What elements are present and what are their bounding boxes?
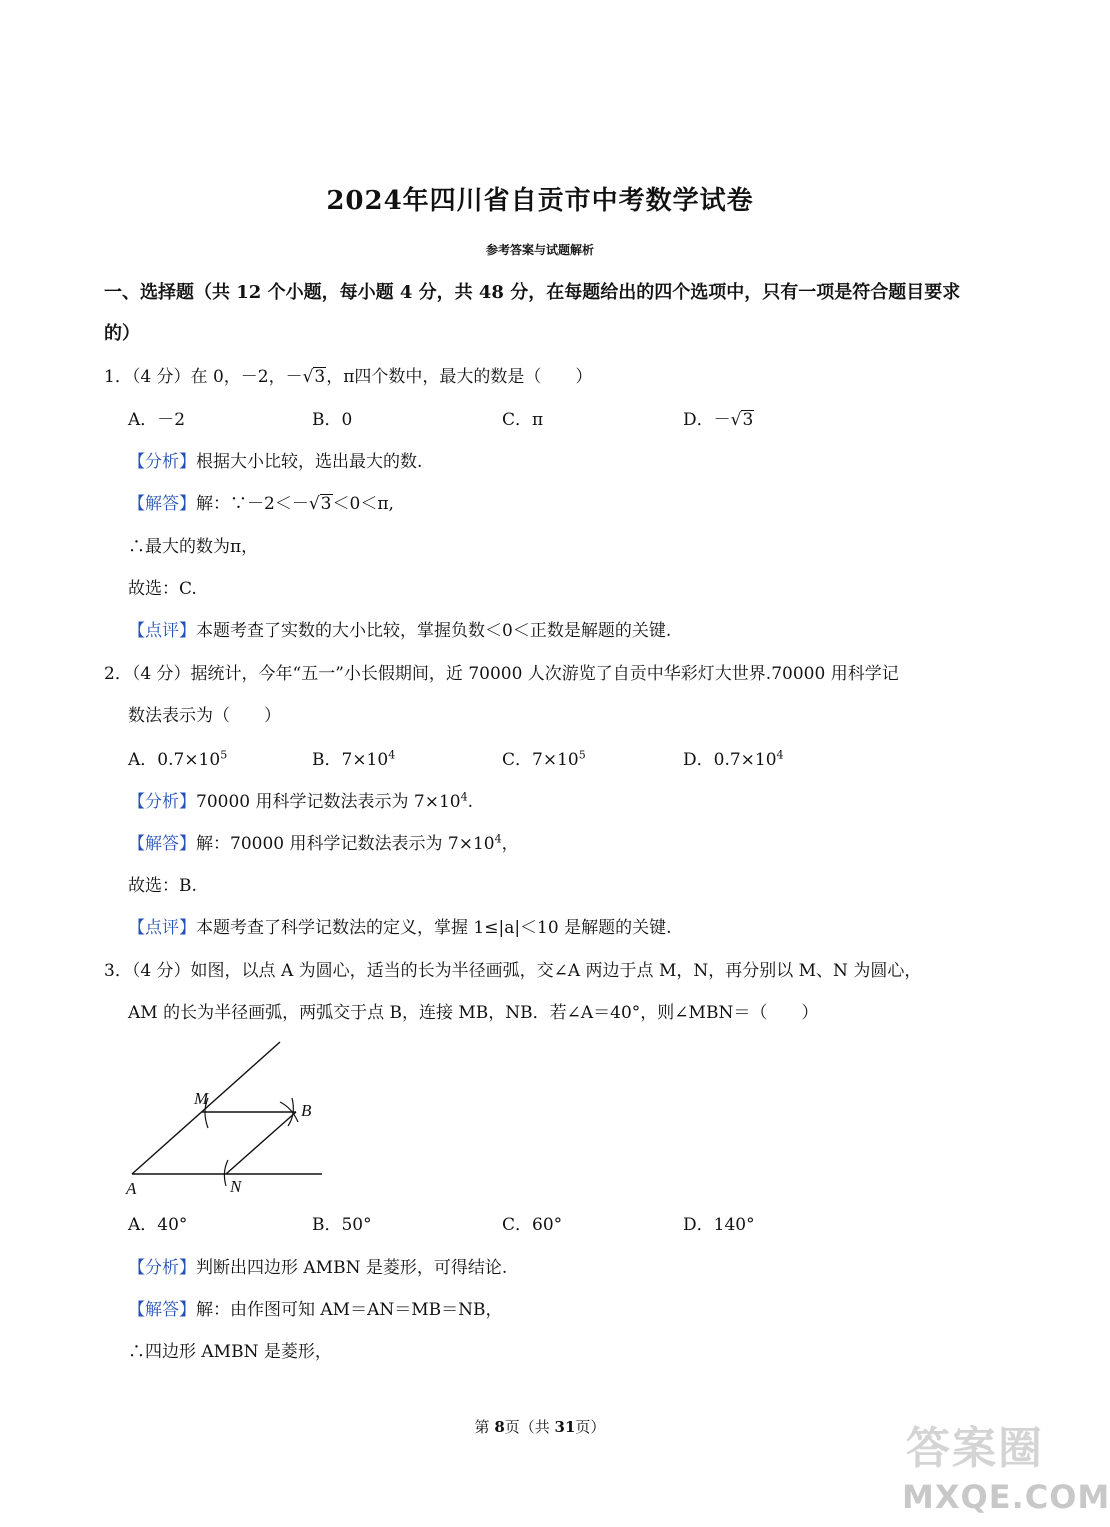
footer-total-pages: 31: [554, 1418, 576, 1436]
q2-option-b: [312, 748, 395, 772]
q1-stem-sqrt: 3: [314, 367, 326, 387]
footer-suffix: 页）: [575, 1418, 606, 1436]
section-heading: 一、选择题（共 12 个小题，每小题 4 分，共 48 分，在每题给出的四个选项中，只有一项是符合题目要求: [104, 282, 961, 303]
q2-analysis: [128, 790, 473, 814]
q1-stem: [104, 365, 592, 389]
q2-option-c: [502, 748, 586, 772]
q1-option-b: B．0: [312, 410, 353, 430]
q3-stem-line2: AM 的长为半径画弧，两弧交于点 B，连接 MB，NB．若∠A＝40°，则∠MBN＝（ ）: [128, 1003, 819, 1023]
sqrt-icon: √: [730, 410, 742, 430]
q3-therefore: ∴四边形 AMBN 是菱形，: [128, 1342, 332, 1362]
q2-option-b-exp: 4: [388, 748, 396, 762]
q2-option-b-text: B．7×10: [312, 750, 389, 770]
label-b: B: [301, 1101, 312, 1120]
label-a: A: [126, 1179, 137, 1198]
q3-option-d: D．140°: [683, 1215, 755, 1235]
q2-analysis-end: .: [467, 792, 473, 812]
analysis-tag: 【分析】: [128, 792, 196, 812]
q2-option-c-text: C．7×10: [502, 750, 579, 770]
q2-analysis-text: 70000 用科学记数法表示为 7×10: [196, 792, 461, 812]
q1-answer-a: 解：∵－2＜－: [196, 494, 309, 514]
answer-tag: 【解答】: [128, 1300, 196, 1320]
q3-option-b: B．50°: [312, 1215, 372, 1235]
comment-tag: 【点评】: [128, 621, 196, 641]
label-m: M: [194, 1089, 209, 1108]
q1-comment-text: 本题考查了实数的大小比较，掌握负数＜0＜正数是解题的关键.: [196, 621, 672, 641]
q3-answer: [128, 1298, 503, 1322]
q1-analysis-text: 根据大小比较，选出最大的数.: [196, 452, 423, 472]
q3-answer-text: 解：由作图可知 AM＝AN＝MB＝NB，: [196, 1300, 503, 1320]
q1-answer: [128, 492, 394, 516]
q3-analysis: [128, 1256, 507, 1280]
footer-mid: 页（共: [504, 1418, 555, 1436]
q3-option-a: A．40°: [128, 1215, 188, 1235]
q3-analysis-text: 判断出四边形 AMBN 是菱形，可得结论.: [196, 1258, 508, 1278]
q2-choice: 故选：B.: [128, 876, 197, 896]
page-subtitle: 参考答案与试题解析: [485, 243, 594, 257]
q1-option-c: C．π: [502, 410, 544, 430]
q1-analysis: [128, 450, 422, 474]
q1-option-a: A．－2: [128, 410, 186, 430]
sqrt-icon: √: [308, 494, 320, 514]
q1-answer-sqrt: 3: [320, 494, 332, 514]
q1-therefore: ∴最大的数为π，: [128, 537, 259, 557]
q1-choice: 故选：C.: [128, 579, 197, 599]
footer-page-number: 8: [494, 1418, 505, 1436]
q2-option-a: [128, 748, 227, 772]
q1-option-d-prefix: D．－: [683, 410, 731, 430]
rhombus-construction-figure: [120, 1036, 340, 1198]
q2-comment: [128, 916, 672, 940]
q2-option-a-text: A．0.7×10: [128, 750, 221, 770]
q2-option-d-exp: 4: [776, 748, 784, 762]
segment-nb: [226, 1112, 296, 1174]
q1-comment: [128, 619, 671, 643]
q1-option-d-sqrt: 3: [742, 410, 754, 430]
q2-answer: [128, 832, 519, 856]
analysis-tag: 【分析】: [128, 1258, 196, 1278]
footer-prefix: 第: [474, 1418, 495, 1436]
q2-answer-text: 解：70000 用科学记数法表示为 7×10: [196, 834, 495, 854]
q1-stem-a: 1．（4 分）在 0，－2，－: [104, 367, 303, 387]
q1-answer-b: ＜0＜π,: [332, 494, 394, 514]
q2-answer-end: ，: [501, 834, 519, 854]
ray-am: [132, 1042, 280, 1174]
q2-stem-line1: 2．（4 分）据统计，今年“五一”小长假期间，近 70000 人次游览了自贡中华彩灯大世界.70000 用科学记: [104, 664, 899, 684]
watermark-top-text: 答案圈: [906, 1423, 1044, 1474]
q2-option-a-exp: 5: [220, 748, 228, 762]
section-heading-cont: 的）: [104, 323, 140, 344]
q2-option-d: [683, 748, 784, 772]
q2-stem-line2: 数法表示为（ ）: [128, 706, 281, 726]
sqrt-icon: √: [302, 367, 314, 387]
label-n: N: [230, 1177, 242, 1196]
comment-tag: 【点评】: [128, 918, 196, 938]
answer-tag: 【解答】: [128, 494, 196, 514]
watermark-bottom-text: MXQE.COM: [902, 1478, 1110, 1516]
q2-analysis-exp: 4: [460, 790, 468, 804]
q2-option-c-exp: 5: [578, 748, 586, 762]
watermark-logo: [900, 1412, 1110, 1522]
page-title: 2024年四川省自贡市中考数学试卷: [326, 186, 754, 216]
q2-comment-text: 本题考查了科学记数法的定义，掌握 1≤|a|＜10 是解题的关键.: [196, 918, 672, 938]
answer-tag: 【解答】: [128, 834, 196, 854]
q1-option-d: [683, 408, 754, 432]
q1-stem-b: ，π四个数中，最大的数是（ ）: [326, 367, 593, 387]
q2-answer-exp: 4: [494, 832, 502, 846]
q3-stem-line1: 3．（4 分）如图，以点 A 为圆心，适当的长为半径画弧，交∠A 两边于点 M，N，再分别以 M、N 为圆心，: [104, 961, 922, 981]
q2-option-d-text: D．0.7×10: [683, 750, 777, 770]
analysis-tag: 【分析】: [128, 452, 196, 472]
q3-option-c: C．60°: [502, 1215, 563, 1235]
